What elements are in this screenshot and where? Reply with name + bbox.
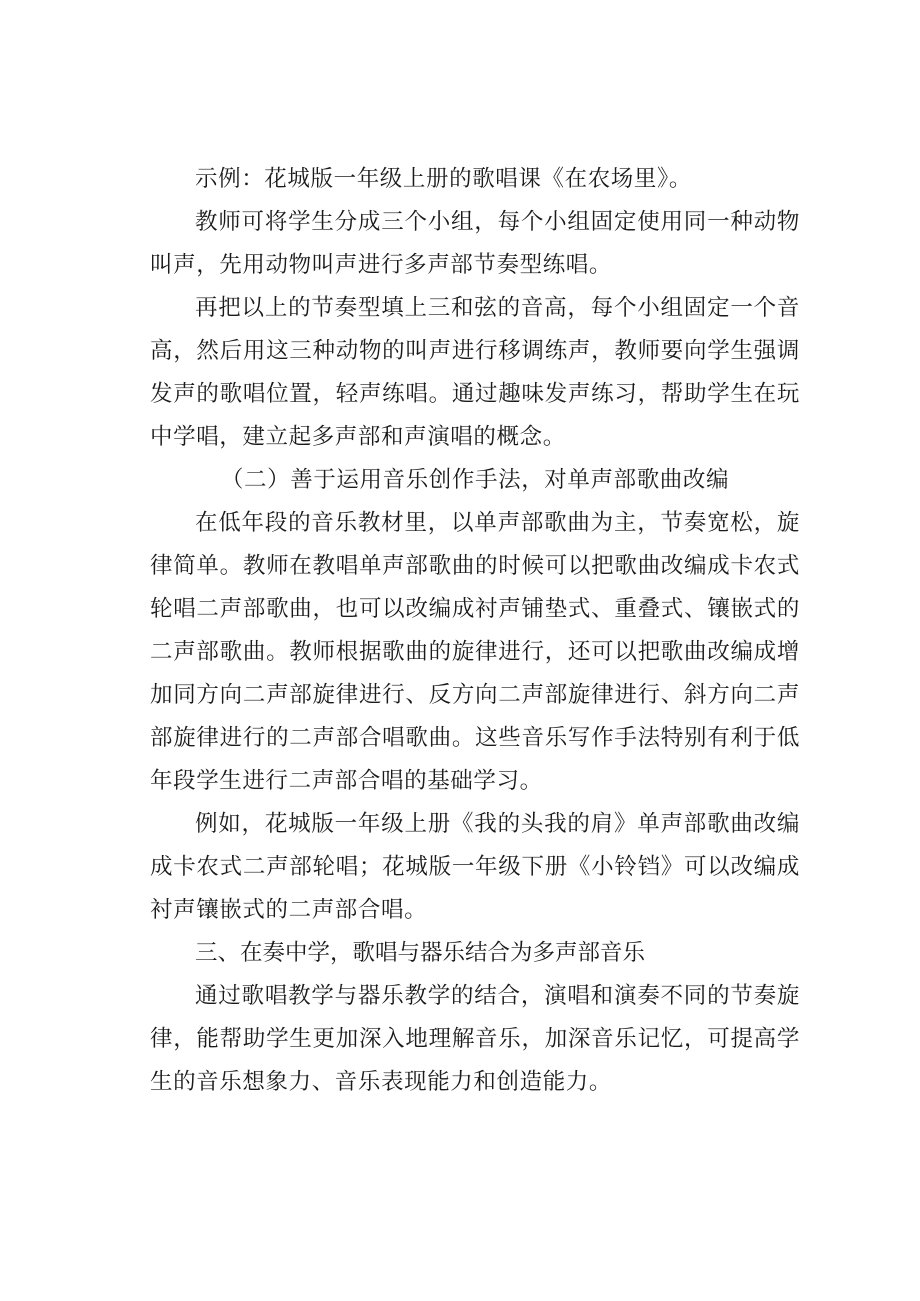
instrumental-paragraph: 通过歌唱教学与器乐教学的结合，演唱和演奏不同的节奏旋律，能帮助学生更加深入地理解音乐，加深音乐记忆，可提高学生的音乐想象力、音乐表现能力和创造能力。 [150, 983, 800, 1095]
grouping-paragraph: 教师可将学生分成三个小组，每个小组固定使用同一种动物叫声，先用动物叫声进行多声部节奏型练唱。 [150, 209, 800, 278]
arrangement-paragraph: 在低年段的音乐教材里，以单声部歌曲为主，节奏宽松，旋律简单。教师在教唱单声部歌曲的时候可以把歌曲改编成卡农式轮唱二声部歌曲，也可以改编成衬声铺垫式、重叠式、镶嵌式的二声部歌曲。教师根据歌曲的旋律进行，还可以把歌曲改编成增加同方向二声部旋律进行、反方向二声部旋律进行、斜方向二声部旋律进行的二声部合唱歌曲。这些音乐写作手法特别有利于低年段学生进行二声部合唱的基础学习。 [150, 510, 800, 794]
section-subheading: （二）善于运用音乐创作手法，对单声部歌曲改编 [220, 467, 730, 493]
example-songs-paragraph: 例如，花城版一年级上册《我的头我的肩》单声部歌曲改编成卡农式二声部轮唱；花城版一年级下册《小铃铛》可以改编成衬声镶嵌式的二声部合唱。 [150, 811, 800, 923]
example-paragraph: 示例：花城版一年级上册的歌唱课《在农场里》。 [195, 166, 692, 192]
section-heading: 三、在奏中学，歌唱与器乐结合为多声部音乐 [195, 940, 646, 966]
chord-paragraph: 再把以上的节奏型填上三和弦的音高，每个小组固定一个音高，然后用这三种动物的叫声进行移调练声，教师要向学生强调发声的歌唱位置，轻声练唱。通过趣味发声练习，帮助学生在玩中学唱，建立起多声部和声演唱的概念。 [150, 295, 800, 450]
document-body [150, 158, 800, 1104]
